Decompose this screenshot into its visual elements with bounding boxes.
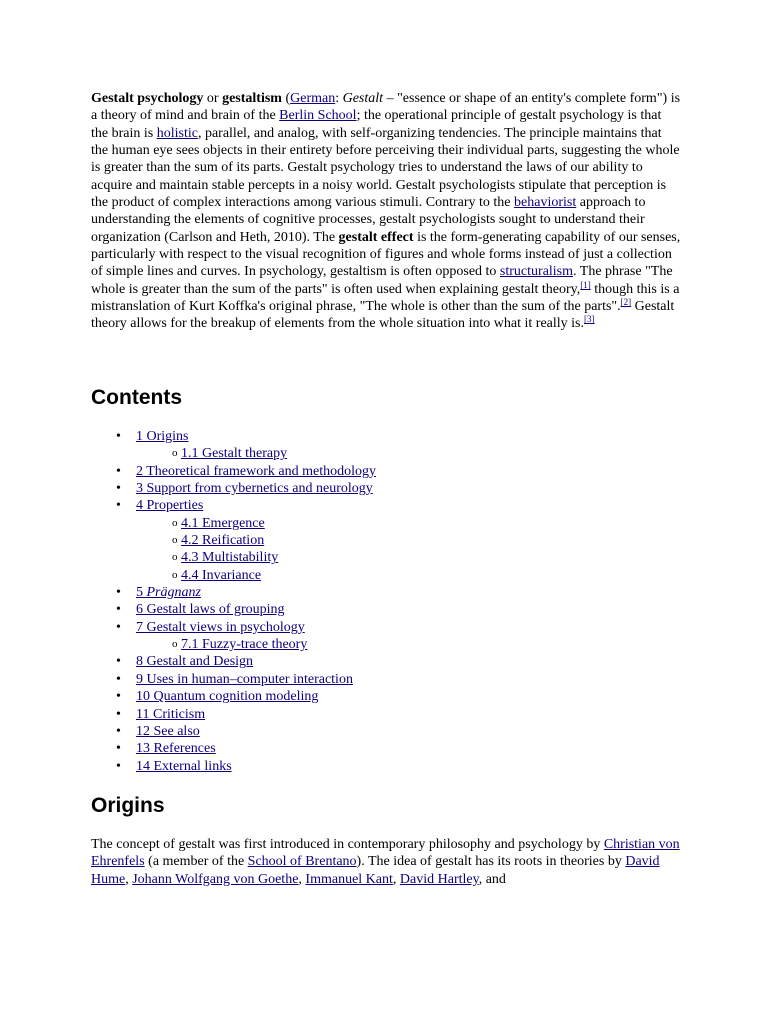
toc-number: 7 — [136, 619, 143, 635]
toc-label: Gestalt and Design — [143, 654, 254, 670]
intro-text: or — [203, 91, 223, 106]
toc-item-fuzzy-trace — [116, 636, 376, 653]
toc-item-emergence — [116, 515, 376, 532]
toc-number: 12 — [136, 723, 150, 739]
toc-number: 1 — [136, 429, 143, 444]
toc-item-support-cybernetics — [116, 480, 376, 497]
link-berlin-school[interactable]: Berlin School — [279, 108, 357, 124]
toc-link[interactable] — [181, 637, 307, 652]
toc-item-quantum-cognition — [116, 688, 376, 705]
link-goethe[interactable]: Johann Wolfgang von Goethe — [132, 871, 299, 887]
toc-item-theoretical-framework — [116, 463, 376, 480]
toc-link[interactable] — [136, 620, 305, 635]
toc-label: Invariance — [198, 567, 262, 583]
toc-label: Fuzzy-trace theory — [198, 637, 308, 653]
toc-link[interactable] — [136, 429, 189, 444]
toc-number: 3 — [136, 481, 143, 497]
toc-number: 6 — [136, 602, 143, 618]
toc-label: Multistability — [198, 550, 279, 566]
link-david-hume[interactable]: David Hume — [91, 854, 660, 887]
citation-3[interactable]: [3] — [584, 314, 595, 325]
origins-text: , and — [478, 871, 506, 887]
origins-text: , — [298, 871, 306, 887]
toc-number: 4.1 — [181, 515, 199, 531]
toc-number: 4.2 — [181, 533, 199, 549]
toc-link[interactable] — [136, 602, 285, 617]
toc-label: Criticism — [149, 706, 206, 722]
term-gestalt-psychology: Gestalt psychology — [91, 91, 204, 106]
toc-label: See also — [150, 723, 200, 739]
toc-link[interactable] — [181, 446, 287, 461]
intro-text: though this is a mistranslation of Kurt Koffka's original phrase, "The whole is other than the sum of the parts". — [91, 281, 680, 315]
term-gestaltism: gestaltism — [222, 91, 282, 106]
origins-text: (a member of the — [144, 854, 248, 870]
toc-link[interactable] — [136, 481, 373, 496]
origins-text: , — [125, 871, 133, 887]
origins-text: ). The idea of gestalt has its roots in theories by — [356, 854, 626, 870]
link-holistic[interactable]: holistic — [156, 125, 198, 141]
toc-label: Uses in human–computer interaction — [143, 671, 353, 687]
link-school-of-brentano[interactable]: School of Brentano — [247, 854, 357, 870]
toc-label: Reification — [198, 533, 265, 549]
toc-label: Emergence — [198, 515, 265, 531]
toc-item-see-also — [116, 723, 376, 740]
toc-label: External links — [150, 758, 232, 774]
intro-text: : — [335, 91, 343, 106]
origins-text: , — [392, 871, 400, 887]
intro-text: . The phrase "The whole is greater than the sum of the parts" is often used when explaining gestalt theory, — [91, 264, 673, 297]
toc-item-invariance — [116, 567, 376, 584]
toc-label: Gestalt views in psychology — [143, 619, 305, 635]
table-of-contents — [116, 428, 376, 775]
toc-item-reification — [116, 532, 376, 549]
origins-heading: Origins — [91, 794, 165, 817]
intro-text: ( — [281, 91, 291, 106]
toc-item-origins — [116, 428, 376, 445]
link-david-hartley[interactable]: David Hartley — [399, 871, 479, 887]
toc-link[interactable] — [136, 689, 318, 704]
link-behaviorist[interactable]: behaviorist — [514, 195, 577, 211]
contents-heading: Contents — [91, 386, 182, 409]
toc-item-properties — [116, 497, 376, 514]
link-immanuel-kant[interactable]: Immanuel Kant — [305, 871, 393, 887]
toc-link[interactable] — [136, 654, 253, 669]
toc-label: Quantum cognition modeling — [150, 689, 319, 705]
toc-item-hci — [116, 671, 376, 688]
toc-link[interactable] — [136, 707, 205, 722]
toc-label: Properties — [143, 498, 204, 514]
intro-text: Gestalt theory allows for the breakup of elements from the whole situation into what it really is. — [91, 299, 675, 332]
toc-link[interactable] — [136, 759, 232, 774]
toc-item-pragnanz — [116, 584, 376, 601]
link-christian-von-ehrenfels[interactable]: Christian von Ehrenfels — [91, 837, 680, 870]
toc-item-criticism — [116, 706, 376, 723]
toc-link[interactable] — [136, 672, 353, 687]
intro-text: – "essence or shape of an entity's complete form") is a theory of mind and brain of the — [91, 91, 681, 124]
link-german[interactable]: German — [290, 91, 336, 106]
origins-paragraph — [91, 836, 681, 888]
toc-link[interactable] — [181, 550, 278, 565]
toc-number: 4.4 — [181, 567, 199, 583]
origins-text: The concept of gestalt was first introduced in contemporary philosophy and psychology by — [91, 837, 604, 852]
citation-2[interactable]: [2] — [620, 297, 632, 308]
intro-paragraph — [91, 90, 681, 333]
toc-link[interactable] — [181, 568, 261, 583]
toc-label: Support from cybernetics and neurology — [143, 481, 373, 497]
intro-text: , parallel, and analog, with self-organizing tendencies. The principle maintains that the human eye sees objects in their entirety before perceiving their individual parts, suggesting the whole is greater than the sum of its parts. Gestalt psychology tries to understand the laws of our ability to acquire and maintain stable percepts in a noisy world. Gestalt psychologists stipulate that perception is the product of complex interactions among various stimuli. Contrary to the — [91, 125, 680, 211]
toc-link[interactable] — [136, 724, 200, 739]
toc-number: 4.3 — [181, 550, 199, 566]
toc-link[interactable] — [136, 498, 203, 513]
toc-link[interactable] — [136, 741, 216, 756]
toc-label: Origins — [143, 429, 189, 444]
toc-number: 4 — [136, 498, 143, 514]
citation-1[interactable]: [1] — [580, 279, 591, 290]
toc-label: Theoretical framework and methodology — [143, 463, 376, 479]
toc-number: 11 — [136, 706, 150, 722]
term-gestalt-effect: gestalt effect — [338, 229, 414, 245]
toc-number: 9 — [136, 671, 143, 687]
toc-link[interactable] — [181, 516, 265, 531]
toc-link[interactable] — [181, 533, 264, 548]
toc-number: 1.1 — [181, 446, 199, 462]
toc-item-multistability — [116, 549, 376, 566]
intro-text: approach to understanding the elements of cognitive processes, gestalt psychologists sought to understand their organization (Carlson and Heth, 2010). The — [91, 195, 646, 245]
toc-label: References — [150, 741, 216, 757]
toc-number: 13 — [136, 741, 150, 757]
toc-label: Prägnanz — [143, 585, 201, 601]
toc-link[interactable] — [136, 464, 376, 479]
toc-number: 10 — [136, 689, 150, 705]
toc-number: 5 — [136, 585, 143, 601]
toc-number: 7.1 — [181, 637, 199, 653]
toc-item-gestalt-therapy — [116, 445, 376, 462]
toc-item-references — [116, 740, 376, 757]
intro-text: is the form-generating capability of our senses, particularly with respect to the visual recognition of figures and whole forms instead of just a collection of simple lines and curves. In psychology, gestaltism is often opposed to — [91, 229, 681, 280]
toc-item-laws-of-grouping — [116, 601, 376, 618]
intro-text: ; the operational principle of gestalt psychology is that the brain is — [91, 108, 662, 141]
toc-item-views-in-psychology — [116, 619, 376, 636]
toc-number: 2 — [136, 463, 143, 479]
toc-link[interactable] — [136, 585, 201, 600]
toc-number: 8 — [136, 654, 143, 670]
term-gestalt: Gestalt — [342, 91, 384, 106]
link-structuralism[interactable]: structuralism — [499, 264, 574, 280]
toc-label: Gestalt laws of grouping — [143, 602, 285, 618]
toc-number: 14 — [136, 758, 150, 774]
toc-item-gestalt-design — [116, 653, 376, 670]
toc-item-external-links — [116, 758, 376, 775]
toc-label: Gestalt therapy — [198, 446, 288, 462]
